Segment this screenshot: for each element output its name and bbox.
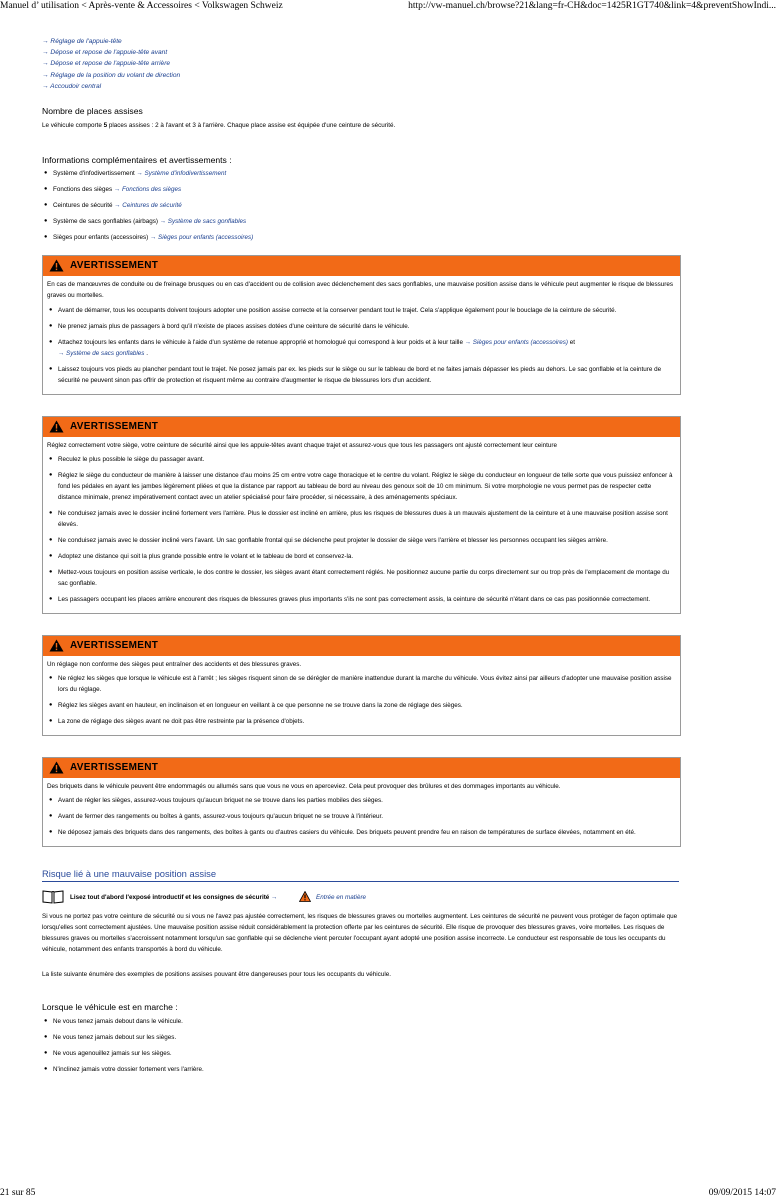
warning-triangle-icon	[49, 761, 64, 774]
warning-box-1	[42, 255, 681, 395]
warning-intro: En cas de manœuvres de conduite ou de freinage brusques ou en cas d'accident ou de collision avec déclenchement des sacs gonflables, une mauvaise position assise dans le véhicule peut augmenter le risque de blessures graves ou mortelles.	[47, 281, 674, 300]
header-url: http://vw-manuel.ch/browse?21&lang=fr-CH&doc=1425R1GT740&link=4&preventShowIndi...	[408, 1, 776, 11]
list-item: ● La zone de réglage des sièges avant ne doit pas être restreinte par la présence d'objets.	[47, 716, 676, 727]
list-item: ● Avant de démarrer, tous les occupants doivent toujours adopter une position assise correcte et la conserver pendant tout le trajet. Cela s'applique également pour le bouclage de la ceinture de sécurité.	[47, 305, 676, 316]
warning-title: AVERTISSEMENT	[70, 762, 159, 774]
list-item: ● Fonctions des sièges → Fonctions des sièges	[42, 184, 682, 195]
list-item: ● Mettez-vous toujours en position assise verticale, le dos contre le dossier, les sièges avant étant correctement réglés. Ne positionnez aucune partie du corps directement sur ou trop près de l'emplacement de montage du sac gonflable.	[47, 567, 676, 589]
risk-paragraph: Si vous ne portez pas votre ceinture de sécurité ou si vous ne l'avez pas ajustée correctement, les risques de blessures graves ou mortelles augmentent. Les ceintures de sécurité ne peuvent vous protéger de façon optimale que lorsqu'elles sont correctement ajustées. Une mauvaise position assise réduit considérablement la protection offerte par les ceintures de sécurité. Elle risque de provoquer des blessures graves, voire mortelles. Les risques de blessures graves ou mortelles s'accroissent notamment lorsqu'un sac gonflable qui se déclenche vient percuter l'occupant ayant adopté une position assise incorrecte. Le conducteur est responsable de tous les occupants du véhicule, notamment des enfants transportés à bord du véhicule.	[42, 913, 678, 954]
related-links	[42, 36, 682, 92]
list-item: ● Avant de fermer des rangements ou boîtes à gants, assurez-vous toujours qu'aucun briquet ne se trouve à l'intérieur.	[47, 811, 676, 822]
warning-title: AVERTISSEMENT	[70, 421, 159, 433]
list-item: ● Ne réglez les sièges que lorsque le véhicule est à l'arrêt ; les sièges risquent sinon de se dérégler de manière inattendue durant la marche du véhicule. Vous évitez ainsi par ailleurs d'adopter une mauvaise position assise lors du réglage.	[47, 673, 676, 695]
warning-header	[43, 636, 680, 656]
warning-intro: Des briquets dans le véhicule peuvent être endommagés ou allumés sans que vous ne vous en aperceviez. Cela peut provoquer des brûlures et des dommages importants au véhicule.	[47, 783, 561, 791]
link-headrest-adjust[interactable]: → Réglage de l'appuie-tête	[42, 38, 122, 45]
header-title: Manuel d’ utilisation < Après-vente & Accessoires < Volkswagen Schweiz	[0, 1, 283, 11]
list-item: ● Adoptez une distance qui soit la plus grande possible entre le volant et le tableau de bord et conservez-la.	[47, 551, 676, 562]
list-item: ● Ne conduisez jamais avec le dossier incliné fortement vers l'arrière. Plus le dossier est incliné en arrière, plus les risques de blessures dues à un mauvais ajustement de la ceinture et à une mauvaise position assise sont élevés.	[47, 508, 676, 530]
print-timestamp: 09/09/2015 14:07	[708, 1188, 776, 1198]
seats-heading: Nombre de places assises	[42, 106, 143, 117]
link-steering-wheel[interactable]: → Réglage de la position du volant de direction	[42, 71, 181, 79]
warning-triangle-icon	[49, 639, 64, 652]
risk-paragraph-2: La liste suivante énumère des exemples de positions assises pouvant être dangereuses pour tous les occupants du véhicule.	[42, 971, 391, 979]
list-item: ● Réglez les sièges avant en hauteur, en inclinaison et en longueur en veillant à ce que personne ne se trouve dans la zone de réglage des sièges.	[47, 700, 676, 711]
warning-triangle-icon	[49, 259, 64, 272]
link-child-seats-2[interactable]: → Sièges pour enfants (accessoires)	[464, 339, 568, 347]
seats-text: Le véhicule comporte 5 places assises : 2 à l'avant et 3 à l'arrière. Chaque place assise est équipée d'une ceinture de sécurité.	[42, 122, 396, 130]
list-item: ● Système de sacs gonflables (airbags) → Système de sacs gonflables	[42, 216, 682, 227]
warning-intro: Un réglage non conforme des sièges peut entraîner des accidents et des blessures graves.	[47, 661, 302, 669]
seats-count: 5	[103, 122, 108, 130]
read-first-note	[42, 890, 682, 908]
list-item: ● Ne vous tenez jamais debout dans le véhicule.	[42, 1016, 682, 1027]
list-item: ● Ne vous tenez jamais debout sur les sièges.	[42, 1032, 682, 1043]
list-item: ● Attachez toujours les enfants dans le véhicule à l'aide d'un système de retenue approprié et homologué qui correspond à leur poids et à leur taille → Sièges pour enfants (accessoires) et → Système de sacs gonflables .	[47, 337, 676, 359]
link-seat-functions[interactable]: → Fonctions des sièges	[113, 186, 182, 194]
warning-triangle-icon	[49, 420, 64, 433]
list-item: ● Ne prenez jamais plus de passagers à bord qu'il n'existe de places assises dotées d'une ceinture de sécurité dans le véhicule.	[47, 321, 676, 332]
warning-header	[43, 758, 680, 778]
info-heading: Informations complémentaires et avertissements :	[42, 155, 232, 166]
warning-header	[43, 417, 680, 437]
link-introduction[interactable]: Entrée en matière	[316, 894, 367, 902]
list-item: ● Laissez toujours vos pieds au plancher pendant tout le trajet. Ne posez jamais par ex. les pieds sur le siège ou sur le tableau de bord et ne faites jamais dépasser les pieds au dehors. Le sac gonflable et la ceinture de sécurité ne peuvent sinon pas offrir de protection et risquent même au contraire d'augmenter le risque de blessures lors d'un accident.	[47, 364, 676, 386]
list-item: ● Reculez le plus possible le siège du passager avant.	[47, 454, 676, 465]
warning-box-4	[42, 757, 681, 847]
link-front-headrest[interactable]: → Dépose et repose de l'appuie-tête avant	[42, 49, 168, 57]
link-armrest[interactable]: → Accoudoir central	[42, 82, 102, 90]
list-item: ● N'inclinez jamais votre dossier fortement vers l'arrière.	[42, 1064, 682, 1075]
warning-box-3	[42, 635, 681, 736]
link-rear-headrest[interactable]: → Dépose et repose de l'appuie-tête arrière	[42, 60, 171, 68]
link-airbags[interactable]: → Système de sacs gonflables	[159, 218, 247, 226]
moving-heading: Lorsque le véhicule est en marche :	[42, 1002, 178, 1013]
link-airbags-2[interactable]: → Système de sacs gonflables	[58, 350, 145, 358]
browser-print-header	[0, 0, 776, 14]
browser-print-footer	[0, 1186, 776, 1200]
link-child-seats[interactable]: → Sièges pour enfants (accessoires)	[149, 234, 254, 242]
warning-title: AVERTISSEMENT	[70, 260, 159, 272]
moving-list	[42, 1016, 682, 1075]
warning-header	[43, 256, 680, 276]
warning-box-2	[42, 416, 681, 614]
page-content	[42, 36, 682, 1080]
warning-title: AVERTISSEMENT	[70, 640, 159, 652]
warning-intro: Réglez correctement votre siège, votre ceinture de sécurité ainsi que les appuie-têtes avant chaque trajet et assurez-vous que tous les passagers ont ajusté correctement leur ceinture	[47, 442, 557, 450]
list-item: ● Les passagers occupant les places arrière encourent des risques de blessures graves plus importants s'ils ne sont pas correctement assis, la ceinture de sécurité n'étant dans ce cas pas positionnée correctement.	[47, 594, 676, 605]
list-item: ● Ceintures de sécurité → Ceintures de sécurité	[42, 200, 682, 211]
warning-triangle-small-icon	[299, 891, 311, 902]
section-title: Risque lié à une mauvaise position assise	[42, 868, 679, 882]
read-first-text: Lisez tout d'abord l'exposé introductif et les consignes de sécurité →	[70, 894, 278, 902]
list-item: ● Ne conduisez jamais avec le dossier incliné vers l'avant. Un sac gonflable frontal qui se déclenche peut projeter le dossier de siège vers l'arrière et blesser les personnes occupant les sièges arrière.	[47, 535, 676, 546]
list-item: ● Ne déposez jamais des briquets dans des rangements, des boîtes à gants ou d'autres casiers du véhicule. Des briquets peuvent prendre feu en raison de températures de surface élevées, notamment en été.	[47, 827, 676, 838]
list-item: ● Réglez le siège du conducteur de manière à laisser une distance d'au moins 25 cm entre votre cage thoracique et le centre du volant. Réglez le siège du conducteur en longueur de telle sorte que vous puissiez enfoncer à fond les pédales en ayant les jambes légèrement pliées et que la distance par rapport au tableau de bord au niveau des genoux soit de 10 cm minimum. Si votre morphologie ne vous permet pas de respecter cette distance minimale, prenez impérativement contact avec un atelier spécialisé pour faire procéder, si nécessaire, à des aménagements spéciaux.	[47, 470, 676, 503]
link-infotainment[interactable]: → Système d'infodivertissement	[136, 170, 227, 178]
list-item: ● Sièges pour enfants (accessoires) → Sièges pour enfants (accessoires)	[42, 232, 682, 243]
link-seatbelts[interactable]: → Ceintures de sécurité	[114, 202, 182, 210]
book-icon	[42, 890, 64, 904]
info-list	[42, 168, 682, 243]
list-item: ● Avant de régler les sièges, assurez-vous toujours qu'aucun briquet ne se trouve dans les parties mobiles des sièges.	[47, 795, 676, 806]
page-number: 21 sur 85	[0, 1188, 36, 1198]
list-item: ● Système d'infodivertissement → Système d'infodivertissement	[42, 168, 682, 179]
list-item: ● Ne vous agenouillez jamais sur les sièges.	[42, 1048, 682, 1059]
